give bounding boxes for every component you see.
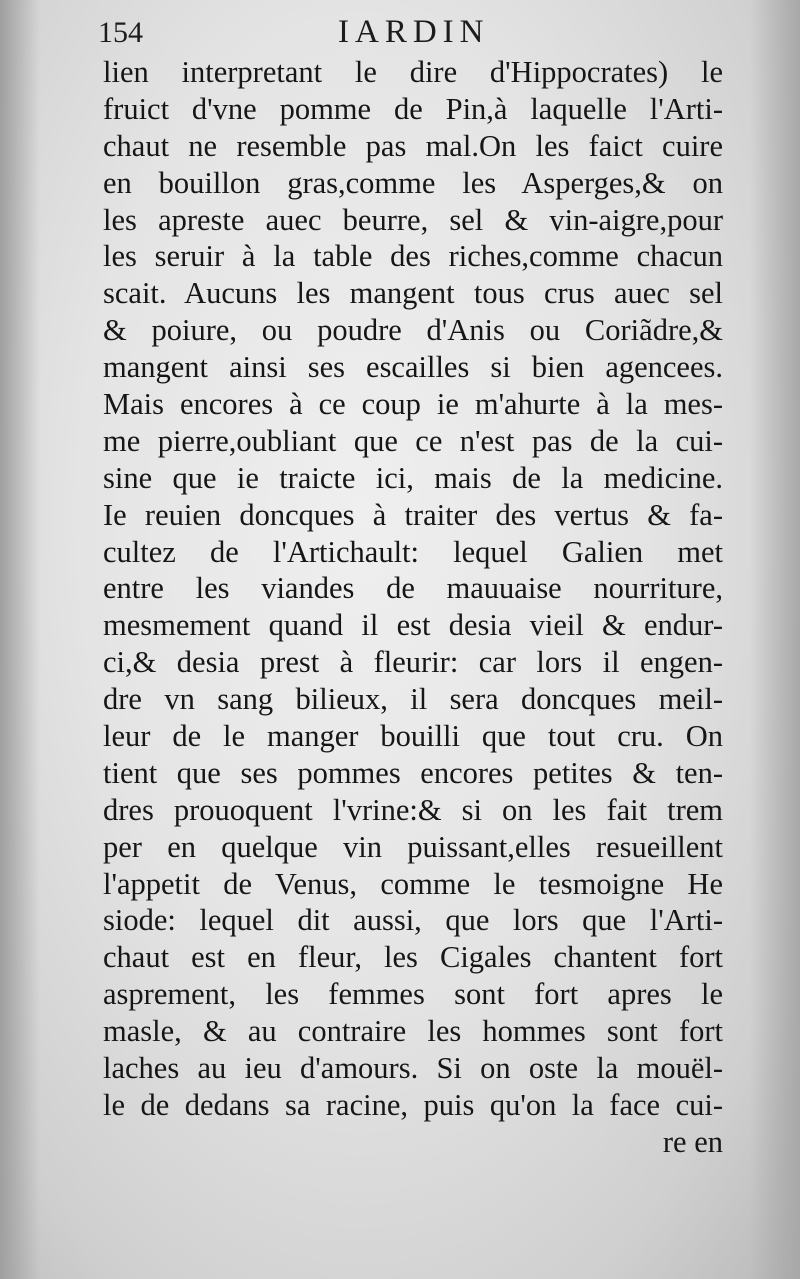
text-line: & poiure, ou poudre d'Anis ou Coriãdre,&: [103, 313, 723, 348]
running-head: IARDIN: [338, 14, 490, 50]
text-line: leur de le manger bouilli que tout cru. On: [103, 719, 723, 754]
text-line: le de dedans sa racine, puis qu'on la face cui-: [103, 1087, 723, 1122]
text-line: en bouillon gras,comme les Asperges,& on: [103, 165, 723, 200]
text-line: dre vn sang bilieux, il sera doncques meil-: [103, 682, 723, 717]
body-text: [103, 54, 723, 1161]
text-line: fruict d'vne pomme de Pin,à laquelle l'Arti-: [103, 91, 723, 126]
text-line: ci,& desia prest à fleurir: car lors il engen-: [103, 645, 723, 680]
text-line: entre les viandes de mauuaise nourriture,: [103, 571, 723, 606]
text-line: per en quelque vin puissant,elles resueillent: [103, 829, 723, 864]
text-line: chaut ne resemble pas mal.On les faict cuire: [103, 128, 723, 163]
text-line: laches au ieu d'amours. Si on oste la mouël-: [103, 1051, 723, 1086]
text-line: scait. Aucuns les mangent tous crus auec sel: [103, 276, 723, 311]
catchword: re en: [662, 1124, 723, 1159]
text-line: l'appetit de Venus, comme le tesmoigne He: [103, 866, 723, 901]
text-line: les seruir à la table des riches,comme chacun: [103, 239, 723, 274]
text-line: chaut est en fleur, les Cigales chantent fort: [103, 940, 723, 975]
text-line: mangent ainsi ses escailles si bien agencees.: [103, 350, 723, 385]
text-line: mesmement quand il est desia vieil & endur-: [103, 608, 723, 643]
text-line: asprement, les femmes sont fort apres le: [103, 977, 723, 1012]
page-number: 154: [98, 16, 143, 49]
text-line: tient que ses pommes encores petites & ten-: [103, 755, 723, 790]
text-line: cultez de l'Artichault: lequel Galien met: [103, 534, 723, 569]
text-line: sine que ie traicte ici, mais de la medicine.: [103, 460, 723, 495]
text-line: lien interpretant le dire d'Hippocrates) le: [103, 55, 723, 89]
text-line: dres prouoquent l'vrine:& si on les fait trem: [103, 792, 723, 827]
text-line: me pierre,oubliant que ce n'est pas de la cui-: [103, 423, 723, 458]
text-line: siode: lequel dit aussi, que lors que l'Arti-: [103, 903, 723, 938]
text-line: Ie reuien doncques à traiter des vertus & fa-: [103, 497, 723, 532]
text-line: Mais encores à ce coup ie m'ahurte à la mes-: [103, 387, 723, 422]
text-line: les apreste auec beurre, sel & vin-aigre,pour: [103, 202, 723, 237]
text-line: masle, & au contraire les hommes sont fort: [103, 1014, 723, 1049]
